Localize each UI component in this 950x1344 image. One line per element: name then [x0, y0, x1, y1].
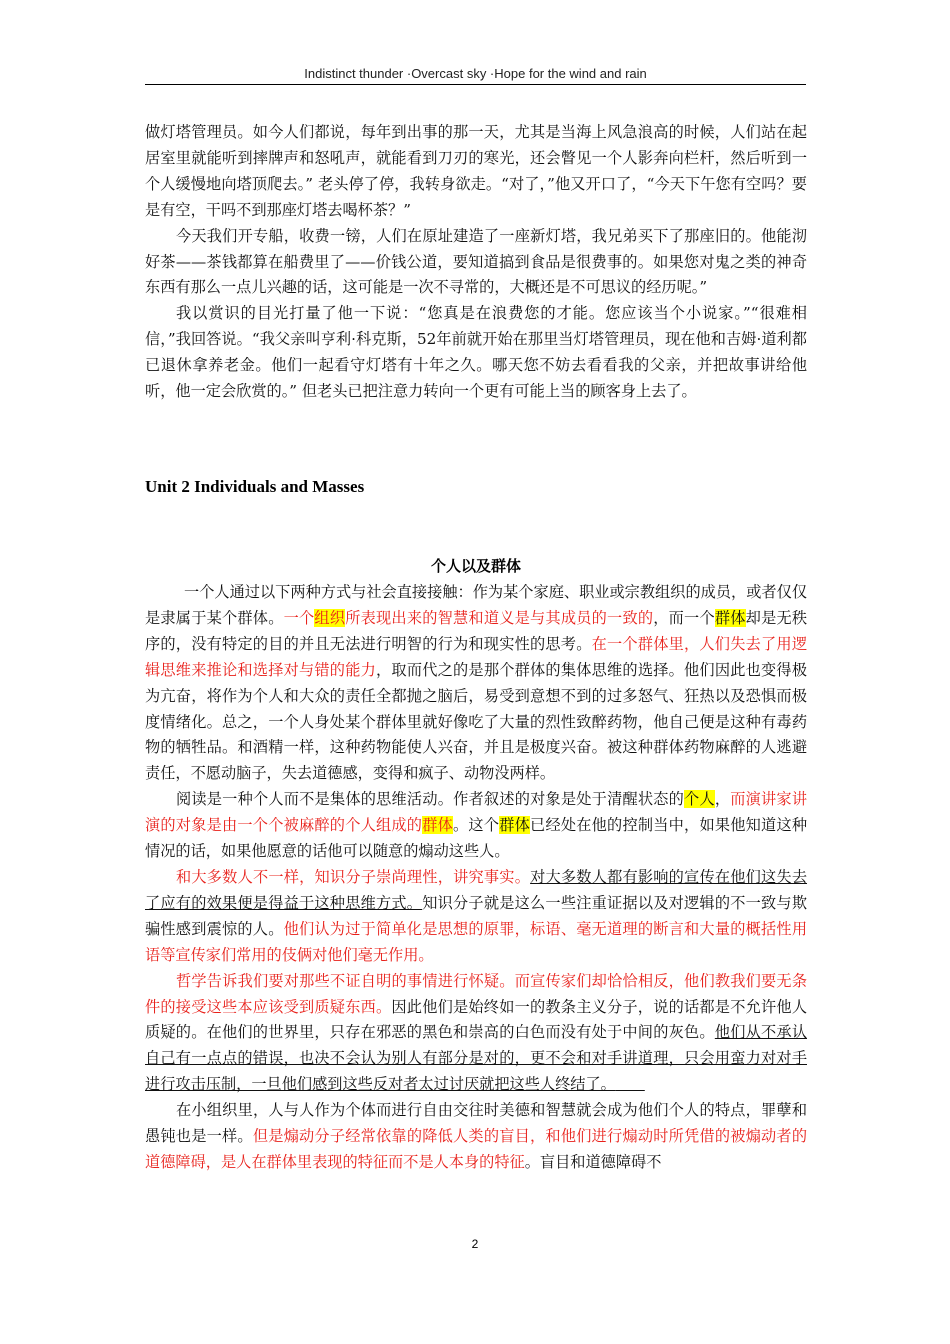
page-header: Indistinct thunder ·Overcast sky ·Hope for the wind and rain [304, 66, 647, 81]
red-text: 但是煽动分子经常依靠的降低人类的盲目，和他们进行煽动时所凭借的被煽动者的道德障碍，是人在群体里表现的特征而不是人本身的特征 [145, 1127, 808, 1171]
essay-paragraph-3 [145, 865, 807, 969]
essay-title: 个人以及群体 [430, 557, 521, 575]
highlighted-term: 群体 [714, 608, 746, 627]
essay-paragraph-2 [145, 787, 807, 865]
text-run: ，取而代之的是那个群体的集体思维的选择。他们因此也变得极为亢奋，将作为个人和大众的责任全都抛之脑后，易受到意想不到的过多怒气、狂热以及恐惧而极度情绪化。总之，一个人身处某个群体里就好像吃了大量的烈性致醉药物，他自己便是这种有毒药物的牺牲品。和酒精一样，这种药物能使人兴奋，并且是极度兴奋。被这种群体药物麻醉的人逃避责任，不愿动脑子，失去道德感，变得和疯子、动物没两样。 [145, 660, 808, 783]
header-divider [145, 84, 806, 85]
text-run: ，而一个 [653, 608, 715, 627]
text-run: 因此他们是始终如一的教条主义分子，说的话都是不允许他人质疑的。在他们的世界里，只存在邪恶的黑色和崇高的白色而没有处于中间的灰色。 [145, 997, 808, 1042]
highlighted-term: 群体 [422, 816, 454, 835]
essay-paragraph-4 [145, 969, 807, 1099]
red-text: 一个 [283, 608, 315, 627]
text-run: 在小组织里，人与人作为个体而进行自由交往时美德和智慧就会成为他们个人的特点，罪孽和愚钝也是一样。 [145, 1101, 807, 1146]
story-paragraph-2: 今天我们开专船，收费一镑，人们在原址建造了一座新灯塔，我兄弟买下了那座旧的。他能沏好茶——茶钱都算在船费里了——价钱公道，要知道搞到食品是很费事的。如果您对鬼之类的神奇东西有那么一点儿兴趣的话，这可能是一次不寻常的，大概还是不可思议的经历呢。” [145, 226, 807, 297]
red-text: 在一个群体里，人们失去了用逻辑思维来推论和选择对与错的能力 [145, 634, 808, 679]
story-paragraph-1: 做灯塔管理员。如今人们都说，每年到出事的那一天，尤其是当海上风急浪高的时候，人们站在起居室里就能听到摔牌声和怒吼声，就能看到刀刃的寒光，还会瞥见一个人影奔向栏杆，然后听到一个人缓慢地向塔顶爬去。” 老头停了停，我转身欲走。“对了，”他又开口了，“今天下午您有空吗？要是有空，干吗不到那座灯塔去喝杯茶？” [145, 123, 807, 219]
page-number: 2 [471, 1237, 479, 1251]
highlighted-term: 组织 [314, 608, 346, 627]
essay-paragraph-1 [145, 580, 807, 787]
text-run: 却是无秩序的，没有特定的目的并且无法进行明智的行为和现实性的思考。 [145, 608, 808, 653]
text-run: 阅读是一种个人而不是集体的思维活动。作者叙述的对象是处于清醒状态的 [176, 790, 685, 809]
red-text: 哲学告诉我们要对那些不证自明的事情进行怀疑。而宣传家们却恰恰相反，他们教我们要无条件的接受这些本应该受到质疑东西。 [145, 971, 807, 1016]
text-run: 。盲目和道德障碍不 [524, 1152, 662, 1171]
red-text: 他们认为过于简单化是思想的原罪，标语、毫无道理的断言和大量的概括性用语等宣传家们常用的伎俩对他们毫无作用。 [145, 919, 808, 964]
underlined-text: 他们从不承认自己有一点点的错误，也决不会认为别人有部分是对的，更不会和对手讲道理，只会用蛮力对对手进行攻击压制，一旦他们感到这些反对者太过讨厌就把这些人终结了。 [145, 1023, 808, 1094]
unit-heading: Unit 2 Individuals and Masses [145, 477, 365, 496]
red-text: 而演讲家讲演的对象是由一个个被麻醉的个人组成的 [145, 790, 808, 835]
red-text: 所表现出来的智慧和道义是与其成员的一致的 [345, 608, 654, 627]
text-run: 一个人通过以下两种方式与社会直接接触：作为某个家庭、职业或宗教组织的成员，或者仅仅是隶属于某个群体。 [145, 583, 807, 627]
text-run: 知识分子就是这么一些注重证据以及对逻辑的不一致与欺骗性感到震惊的人。 [145, 893, 808, 938]
underlined-text: 对大多数人都有影响的宣传在他们这失去了应有的效果便是得益于这种思维方式。 [145, 867, 808, 912]
highlighted-term: 个人 [684, 790, 715, 809]
story-text [145, 120, 807, 405]
story-paragraph-3: 我以赏识的目光打量了他一下说：“您真是在浪费您的才能。您应该当个小说家。”“很难相信，”我回答说。“我父亲叫亨利·科克斯，52年前就开始在那里当灯塔管理员，现在他和吉姆·道利都已退休拿养老金。他们一起看守灯塔有十年之久。哪天您不妨去看看我的父亲，并把故事讲给他听，他一定会欣赏的。” 但老头已把注意力转向一个更有可能上当的顾客身上去了。 [145, 304, 807, 401]
highlighted-term: 群体 [499, 816, 531, 835]
text-run: 。这个 [453, 816, 500, 835]
text-run: 已经处在他的控制当中，如果他知道这种情况的话，如果他愿意的话他可以随意的煽动这些人。 [145, 816, 808, 861]
essay-paragraph-5 [145, 1098, 807, 1176]
underline-tail [616, 1075, 645, 1093]
text-run: ， [714, 790, 731, 809]
essay-text [145, 580, 807, 1176]
red-text: 和大多数人不一样，知识分子崇尚理性，讲究事实。 [176, 867, 531, 886]
